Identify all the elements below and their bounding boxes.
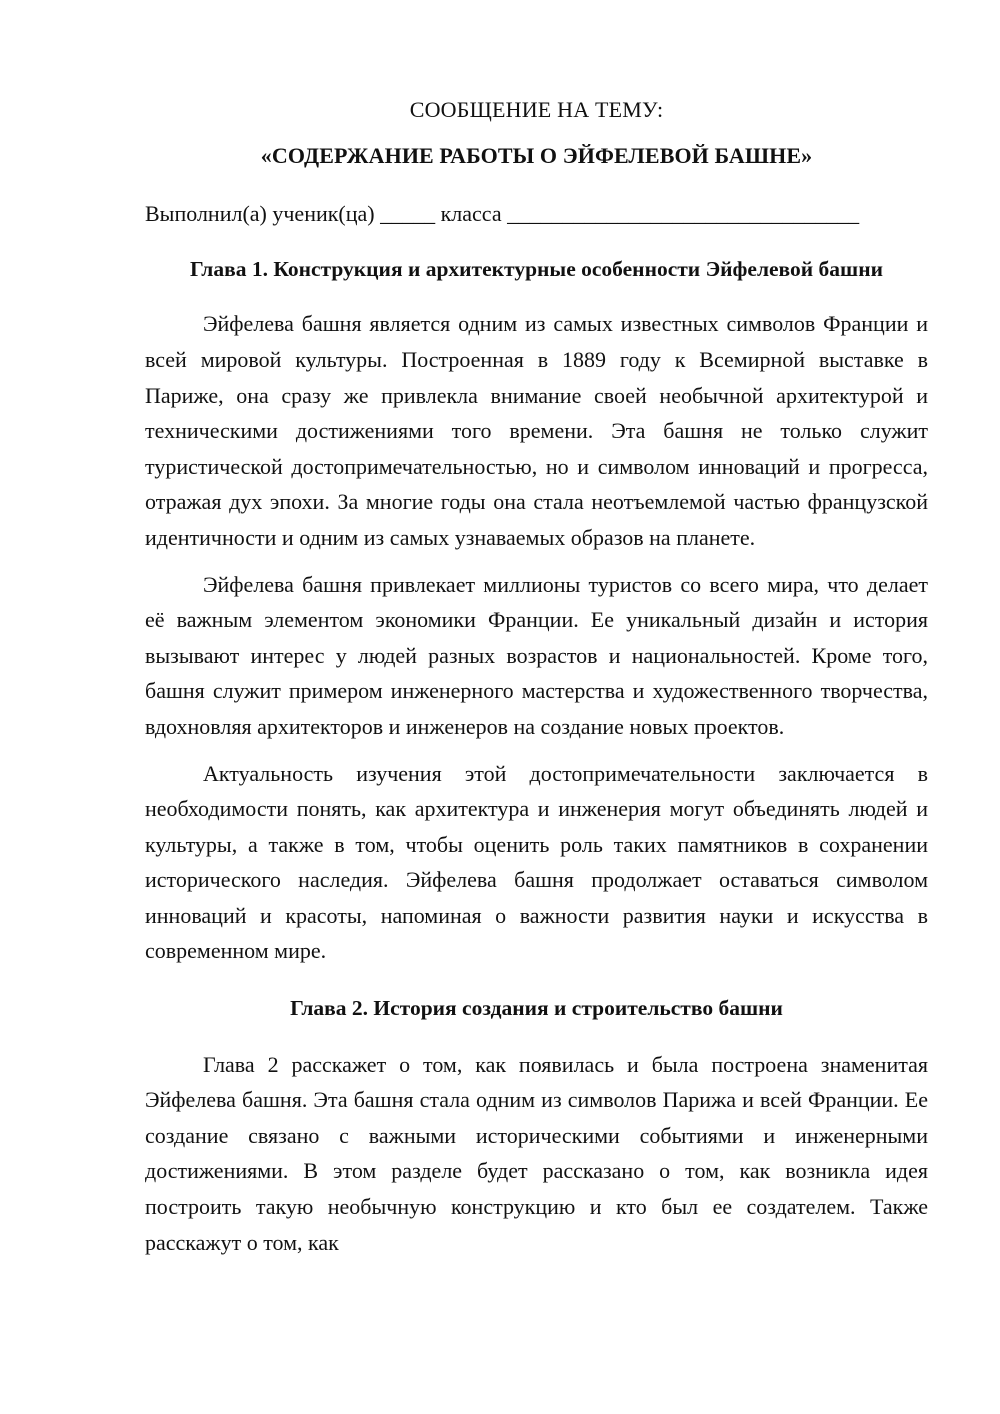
chapter-2-title: Глава 2. История создания и строительство башни	[290, 996, 783, 1021]
chapter-1-paragraph-2: Эйфелева башня привлекает миллионы туристов со всего мира, что делает её важным элементом экономики Франции. Ее уникальный дизайн и история вызывают интерес у людей разных возрастов и национальностей. Кроме того, башня служит примером инженерного мастерства и художественного творчества, вдохновляя архитекторов и инженеров на создание новых проектов.	[145, 571, 928, 739]
chapter-2	[145, 991, 928, 1260]
chapter-1-title: Глава 1. Конструкция и архитектурные особенности Эйфелевой башни	[190, 256, 883, 281]
chapter-1-paragraph-1: Эйфелева башня является одним из самых известных символов Франции и всей мировой культуры. Построенная в 1889 году к Всемирной выставке в Париже, она сразу же привлекла внимание своей необычной архитектурой и техническими достижениями того времени. Эта башня не только служит туристической достопримечательностью, но и символом инноваций и прогресса, отражая дух эпохи. За многие годы она стала неотъемлемой частью французской идентичности и одним из самых узнаваемых образов на планете.	[145, 311, 928, 550]
report-topic-title: «СОДЕРЖАНИЕ РАБОТЫ О ЭЙФЕЛЕВОЙ БАШНЕ»	[260, 142, 813, 168]
document-body	[145, 92, 928, 1260]
report-heading: СООБЩЕНИЕ НА ТЕМУ:	[409, 97, 664, 122]
chapter-2-paragraph-1: Глава 2 расскажет о том, как появилась и была построена знаменитая Эйфелева башня. Эта башня стала одним из символов Парижа и всей Франции. Ее создание связано с важными историческими событиями и инженерными достижениями. В этом разделе будет рассказано о том, как возникла идея построить такую необычную конструкцию и кто был ее создателем. Также расскажут о том, как	[145, 1051, 928, 1255]
chapter-1	[145, 252, 928, 969]
chapter-1-paragraph-3: Актуальность изучения этой достопримечательности заключается в необходимости понять, как архитектура и инженерия могут объединять людей и культуры, а также в том, чтобы оценить роль таких памятников в сохранении исторического наследия. Эйфелева башня продолжает оставаться символом инноваций и красоты, напоминая о важности развития науки и искусства в современном мире.	[145, 760, 928, 964]
author-line: Выполнил(а) ученик(ца) _____ класса ________________________________	[145, 201, 860, 227]
